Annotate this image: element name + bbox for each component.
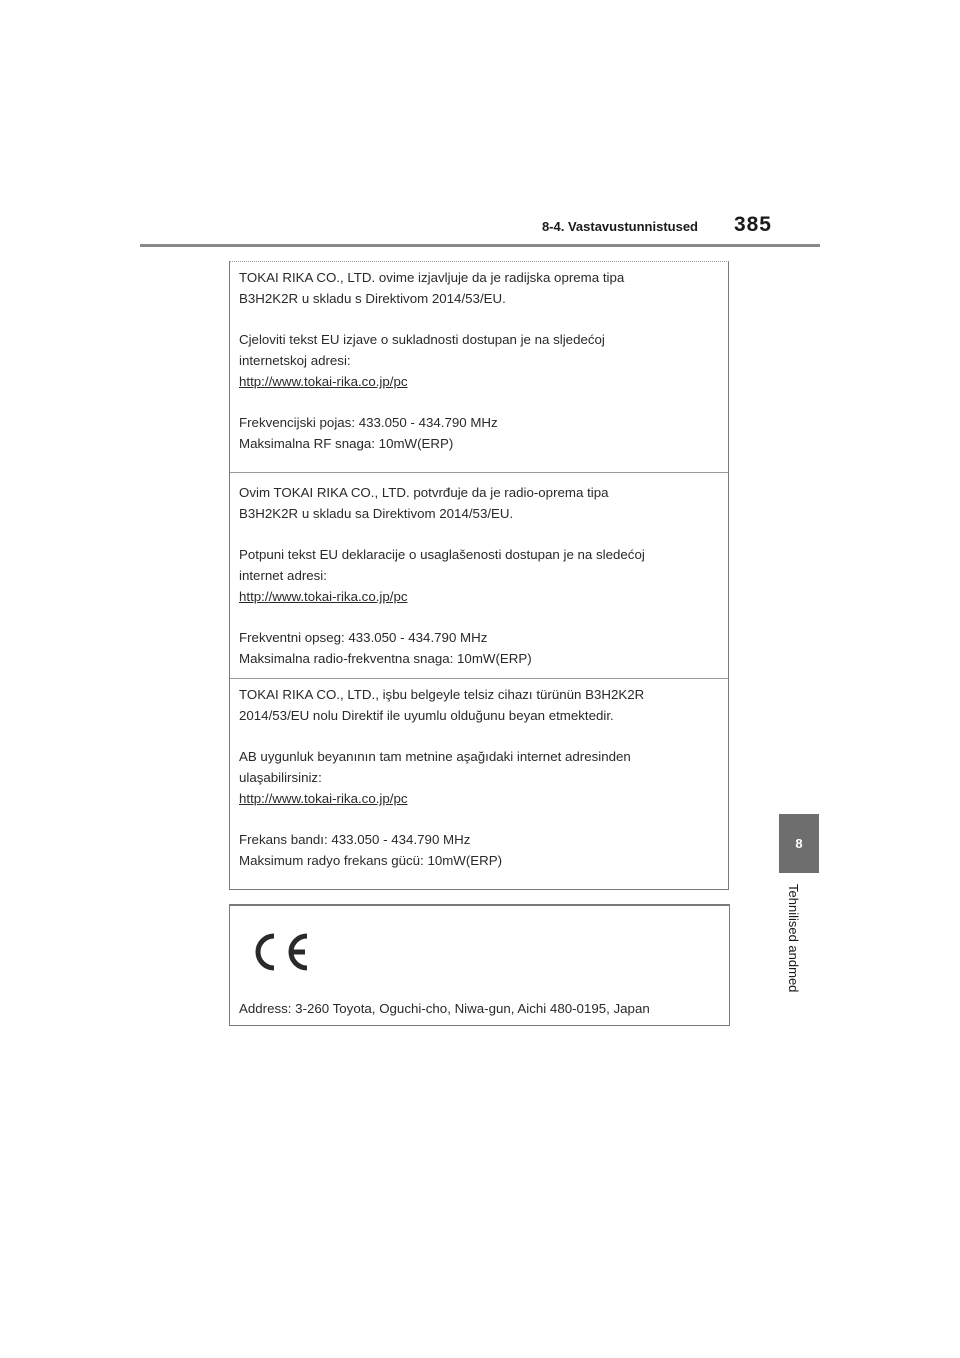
chapter-tab: 8 [779,814,819,873]
declaration-link[interactable]: http://www.tokai-rika.co.jp/pc [239,374,408,389]
declaration-line: ulaşabilirsiniz: [239,770,322,785]
declaration-turkish [230,678,728,890]
declaration-line: Ovim TOKAI RIKA CO., LTD. potvrđuje da je radio-oprema tipa [239,485,609,500]
declarations-box [229,261,729,890]
declaration-line: TOKAI RIKA CO., LTD. ovime izjavljuje da je radijska oprema tipa [239,270,625,285]
declaration-link[interactable]: http://www.tokai-rika.co.jp/pc [239,791,408,806]
declaration-line: AB uygunluk beyanının tam metnine aşağıdaki internet adresinden [239,749,631,764]
declaration-line: Frekvencijski pojas: 433.050 - 434.790 MHz [239,415,498,430]
declaration-line: Cjeloviti tekst EU izjave o sukladnosti dostupan je na sljedećoj [239,332,605,347]
declaration-line: internet adresi: [239,568,327,583]
section-title: 8-4. Vastavustunnistused [541,219,698,234]
declaration-line: 2014/53/EU nolu Direktif ile uyumlu olduğunu beyan etmektedir. [239,708,614,723]
declaration-line: Potpuni tekst EU deklaracije o usaglašenosti dostupan je na sledećoj [239,547,645,562]
declaration-line: Frekans bandı: 433.050 - 434.790 MHz [239,832,471,847]
ce-marking-box [229,904,730,1026]
declaration-line: Maksimalna radio-frekventna snaga: 10mW(ERP) [239,651,532,666]
declaration-line: B3H2K2R u skladu sa Direktivom 2014/53/EU. [239,506,514,521]
declaration-line: Maksimalna RF snaga: 10mW(ERP) [239,436,454,451]
declaration-line: TOKAI RIKA CO., LTD., işbu belgeyle telsiz cihazı türünün B3H2K2R [239,687,645,702]
declaration-line: internetskoj adresi: [239,353,351,368]
declaration-line: Frekventni opseg: 433.050 - 434.790 MHz [239,630,488,645]
declaration-line: Maksimum radyo frekans gücü: 10mW(ERP) [239,853,503,868]
manufacturer-address: Address: 3-260 Toyota, Oguchi-cho, Niwa-gun, Aichi 480-0195, Japan [239,1001,650,1016]
ce-mark-icon [247,930,313,974]
declaration-croatian [230,262,728,472]
header-rule [140,244,820,247]
chapter-side-label: Tehnilised andmed [786,884,801,993]
declaration-line: B3H2K2R u skladu s Direktivom 2014/53/EU. [239,291,506,306]
declaration-link[interactable]: http://www.tokai-rika.co.jp/pc [239,589,408,604]
declaration-serbian [230,472,728,678]
page-number: 385 [733,213,772,236]
